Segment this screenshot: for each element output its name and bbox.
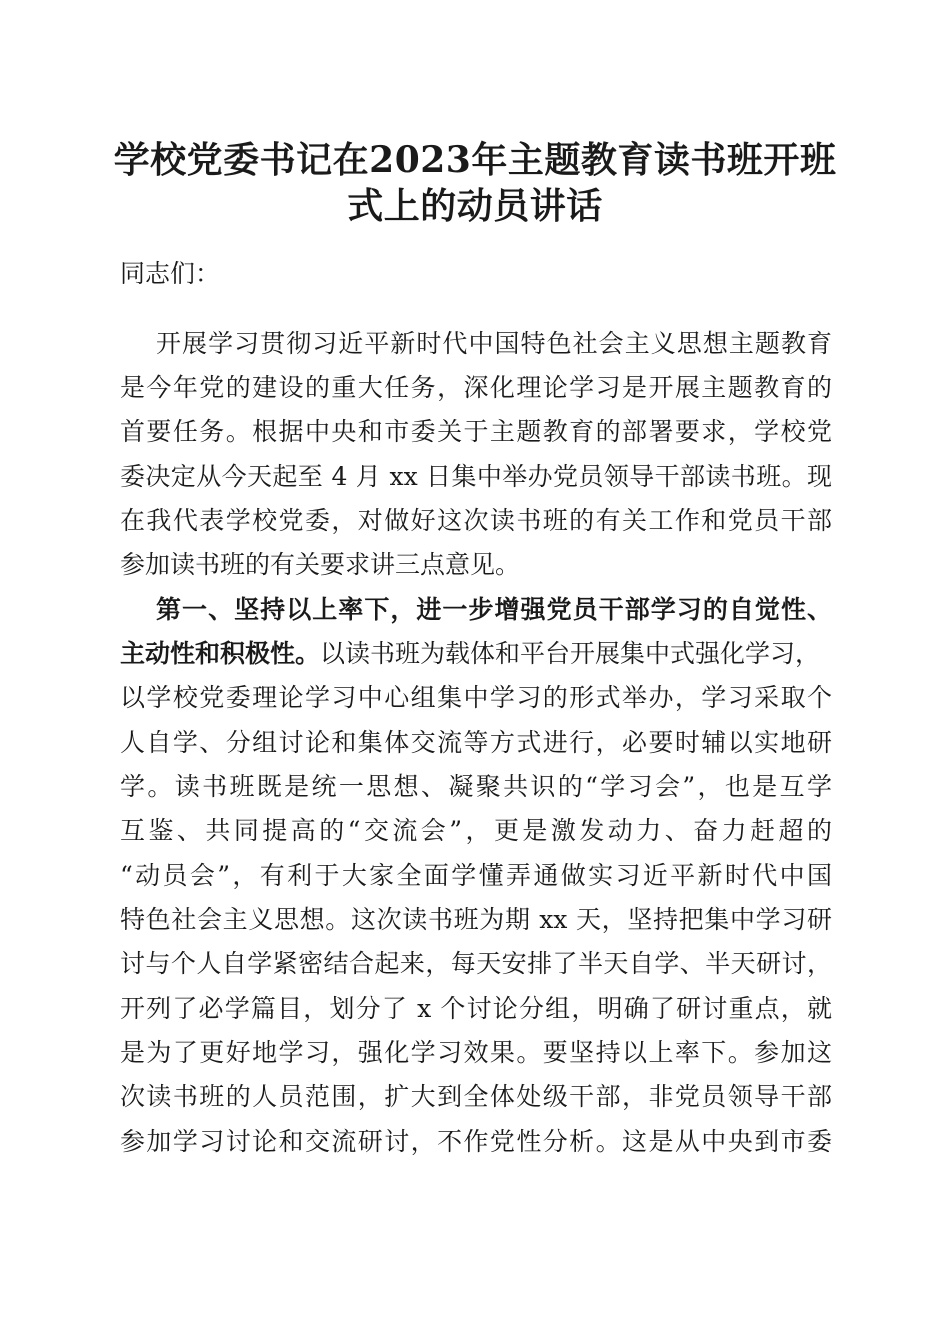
- paragraph-1-line: 首要任务。根据中央和市委关于主题教育的部署要求，学校党: [120, 417, 832, 446]
- paragraph-2-line-rest: 以读书班为载体和平台开展集中式强化学习，: [320, 639, 821, 668]
- section-heading-line-2: 主动性和积极性。: [120, 639, 321, 668]
- paragraph-2-line: 讨与个人自学紧密结合起来，每天安排了半天自学、半天研讨，: [120, 949, 832, 978]
- paragraph-2-line: 学。读书班既是统一思想、凝聚共识的“学习会”，也是互学: [120, 772, 832, 801]
- paragraph-2-line: 次读书班的人员范围，扩大到全体处级干部，非党员领导干部: [120, 1082, 832, 1111]
- paragraph-2-line: 是为了更好地学习，强化学习效果。要坚持以上率下。参加这: [120, 1038, 832, 1067]
- paragraph-1-line: 参加读书班的有关要求讲三点意见。: [120, 550, 521, 579]
- salutation: 同志们：: [120, 259, 221, 288]
- paragraph-2-line: 参加学习讨论和交流研讨，不作党性分析。这是从中央到市委: [120, 1127, 832, 1156]
- paragraph-2-line: 人自学、分组讨论和集体交流等方式进行，必要时辅以实地研: [120, 728, 832, 757]
- section-heading-line-1: 第一、坚持以上率下，进一步增强党员干部学习的自觉性、: [156, 595, 832, 624]
- paragraph-1-line: 开展学习贯彻习近平新时代中国特色社会主义思想主题教育: [156, 329, 832, 358]
- paragraph-2-line: 互鉴、共同提高的“交流会”，更是激发动力、奋力赶超的: [120, 816, 832, 845]
- paragraph-1-line: 在我代表学校党委，对做好这次读书班的有关工作和党员干部: [120, 506, 832, 535]
- paragraph-2-line: 特色社会主义思想。这次读书班为期 xx 天，坚持把集中学习研: [120, 905, 832, 934]
- paragraph-2-line: 以学校党委理论学习中心组集中学习的形式举办，学习采取个: [120, 683, 832, 712]
- paragraph-2-line: “动员会”，有利于大家全面学懂弄通做实习近平新时代中国: [120, 861, 832, 890]
- paragraph-2-line: [120, 636, 832, 672]
- paragraph-1-line: 委决定从今天起至 4 月 xx 日集中举办党员领导干部读书班。现: [120, 462, 832, 491]
- paragraph-1-line: 是今年党的建设的重大任务，深化理论学习是开展主题教育的: [120, 373, 832, 402]
- document-title-line-2: 式上的动员讲话: [347, 185, 603, 227]
- document-title-line-1: 学校党委书记在2023年主题教育读书班开班: [113, 139, 837, 181]
- paragraph-2-line: 开列了必学篇目，划分了 x 个讨论分组，明确了研讨重点，就: [120, 994, 832, 1023]
